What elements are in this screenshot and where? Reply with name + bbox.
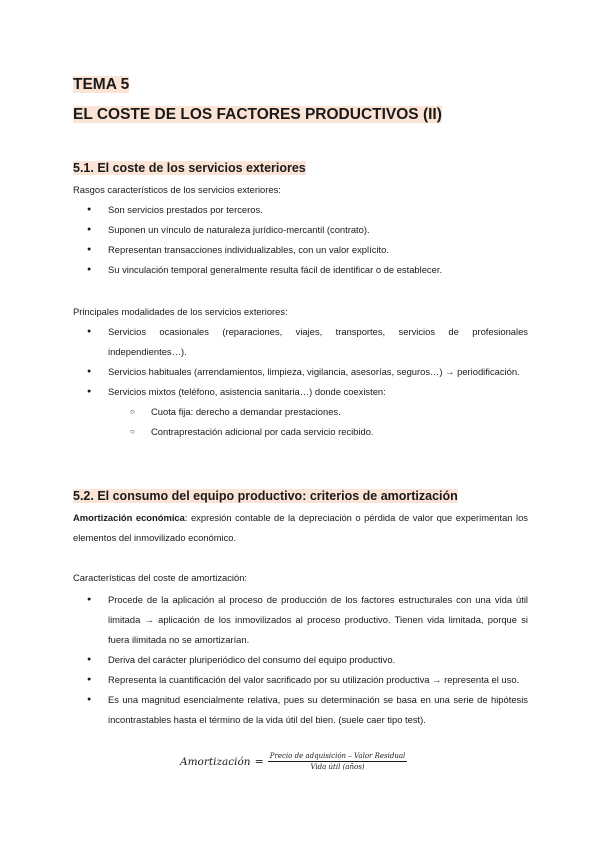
tema-label: TEMA 5 [73, 76, 130, 93]
list-item: ● Son servicios prestados por terceros. [73, 200, 528, 220]
formula-numerator: Precio de adquisición – Valor Residual [269, 752, 406, 760]
rasgos-list [73, 200, 528, 280]
formula-fraction [268, 752, 407, 771]
modalidades-intro: Principales modalidades de los servicios exteriores: [73, 306, 288, 317]
section-1-heading [73, 160, 306, 176]
list-item: ● Procede de la aplicación al proceso de producción de los factores estructurales con una vida útil limitada → aplicación de los inmovilizados al proceso productivo. Tienen vida limitada, porque si fuera ilimitada no se amortizarían. [73, 590, 528, 650]
section-1-heading-text: 5.1. El coste de los servicios exteriores [73, 161, 306, 175]
list-item [73, 382, 528, 442]
formula-equals: = [254, 755, 264, 768]
definition-term: Amortización económica [73, 512, 185, 523]
sub-list-item: ○ Cuota fija: derecho a demandar prestaciones. [108, 402, 528, 422]
formula-denominator: Vida útil (años) [310, 763, 365, 771]
amortizacion-formula [180, 752, 407, 771]
section-2-heading-text: 5.2. El consumo del equipo productivo: criterios de amortización [73, 489, 458, 503]
subtitle-text: EL COSTE DE LOS FACTORES PRODUCTIVOS (II) [73, 106, 442, 123]
list-item: ● Servicios ocasionales (reparaciones, viajes, transportes, servicios de profesionales independientes…). [73, 322, 528, 362]
list-item-text: Servicios mixtos (teléfono, asistencia sanitaria…) donde coexisten: [108, 386, 386, 397]
list-item: ● Representan transacciones individualizables, con un valor explícito. [73, 240, 528, 260]
list-item: ● Servicios habituales (arrendamientos, limpieza, vigilancia, asesorías, seguros…) → periodificación. [73, 362, 528, 382]
section-2-heading [73, 488, 458, 504]
caracteristicas-list [73, 590, 528, 730]
list-item: ● Su vinculación temporal generalmente resulta fácil de identificar o de establecer. [73, 260, 528, 280]
modalidades-list [73, 322, 528, 442]
definition-text: : expresión contable de la depreciación o pérdida de valor que experimentan los elementos del inmovilizado económico. [73, 512, 528, 543]
mixtos-sublist [108, 402, 528, 442]
list-item: ● Representa la cuantificación del valor sacrificado por su utilización productiva → representa el uso. [73, 670, 528, 690]
sub-list-item: ○ Contraprestación adicional por cada servicio recibido. [108, 422, 528, 442]
list-item: ● Es una magnitud esencialmente relativa, pues su determinación se basa en una serie de hipótesis incontrastables hasta el término de la vida útil del bien. (suele caer tipo test). [73, 690, 528, 730]
formula-lhs: Amortización [180, 755, 251, 768]
rasgos-intro: Rasgos característicos de los servicios exteriores: [73, 184, 281, 195]
amortizacion-definition [73, 508, 528, 548]
page-title [73, 75, 129, 95]
list-item: ● Suponen un vínculo de naturaleza jurídico-mercantil (contrato). [73, 220, 528, 240]
caracteristicas-intro: Características del coste de amortización: [73, 572, 248, 583]
list-item: ● Deriva del carácter pluriperiódico del consumo del equipo productivo. [73, 650, 528, 670]
page-subtitle [73, 105, 442, 125]
